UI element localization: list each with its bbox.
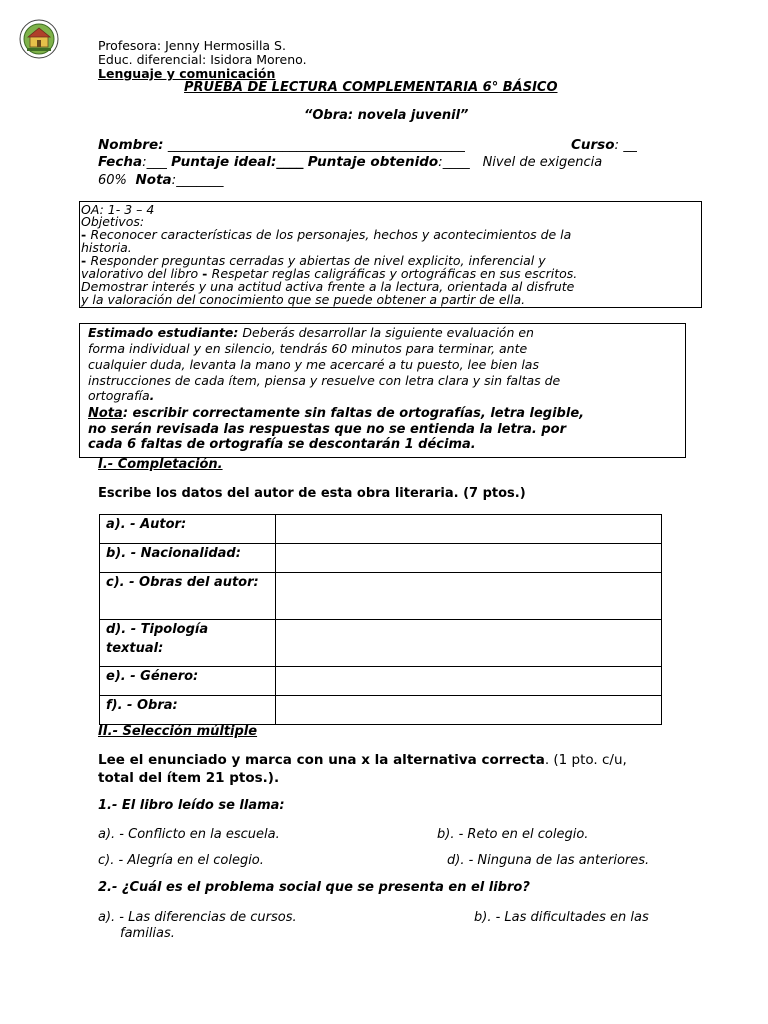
school-logo [19,19,59,59]
instructions-box [79,323,686,458]
question-2: 2.- ¿Cuál es el problema social que se presenta en el libro? [98,880,530,895]
answer-cell[interactable] [276,573,662,620]
section-2-instruction-cont: total del ítem 21 ptos.). [98,770,280,786]
greeting: Estimado estudiante: [88,325,239,340]
answer-cell[interactable] [276,620,662,667]
puntaje-ideal[interactable]: Puntaje ideal:____ [171,154,304,170]
nota-line-3: cada 6 faltas de ortografía se descontarán 1 décima. [88,437,476,452]
objective-2-cont: valorativo del libro - Respetar reglas caligráficas y ortográficas en sus escritos. [81,266,578,281]
table-row [100,696,662,725]
bullet-dash: - [81,227,91,242]
table-row [100,620,662,667]
curso-line[interactable]: : __ [614,137,637,153]
row-label: f). - Obra: [100,696,276,725]
section-2-instruction: Lee el enunciado y marca con una x la alternativa correcta. (1 pto. c/u, [98,752,627,768]
nota-row [98,172,223,188]
q2-option-a[interactable]: a). - Las diferencias de cursos. [98,910,297,925]
section-2-title: II.- Selección múltiple [98,724,258,739]
teacher-name: Profesora: Jenny Hermosilla S. [98,38,286,53]
row-label: d). - Tipología textual: [100,620,276,667]
objective-3-cont: y la valoración del conocimiento que se puede obtener a partir de ella. [81,292,526,307]
name-row [98,137,465,153]
table-row [100,573,662,620]
instructions-line-3: cualquier duda, levanta la mano y me acercaré a tu puesto, lee bien las [88,357,539,372]
oa-codes: OA: 1- 3 – 4 [81,202,155,217]
instructions-line-5: ortografía. [88,388,155,403]
answer-cell[interactable] [276,696,662,725]
objectives-box [79,201,702,308]
section-1-title: I.- Completación. [98,457,223,472]
row-label: a). - Autor: [100,515,276,544]
objectives-title: Objetivos: [81,214,145,229]
fecha-line[interactable]: :___ [142,154,167,170]
q1-option-b[interactable]: b). - Reto en el colegio. [437,827,589,842]
subject: Lenguaje y comunicación [98,66,276,81]
answer-cell[interactable] [276,544,662,573]
score-row [98,154,602,170]
answer-cell[interactable] [276,515,662,544]
row-label: e). - Género: [100,667,276,696]
author-table [99,514,662,725]
nombre-line[interactable]: ____________________________________________ [167,137,465,153]
diff-teacher-name: Educ. diferencial: Isidora Moreno. [98,52,307,67]
nota-label: Nota [88,406,123,421]
instructions-line-1: Estimado estudiante: Deberás desarrollar la siguiente evaluación en [88,325,534,340]
bullet-dash: - [81,253,91,268]
puntaje-obtenido-line[interactable]: :____ [438,154,470,170]
nivel-exigencia: Nivel de exigencia [482,155,603,170]
work-title: “Obra: novela juvenil” [304,108,469,123]
objective-1-cont: historia. [81,240,132,255]
q2-option-a-cont: familias. [120,926,175,941]
table-row [100,515,662,544]
row-label: b). - Nacionalidad: [100,544,276,573]
objective-2: - Responder preguntas cerradas y abiertas de nivel explicito, inferencial y [81,253,546,268]
instructions-line-2: forma individual y en silencio, tendrás 60 minutos para terminar, ante [88,341,528,356]
q2-option-b[interactable]: b). - Las dificultades en las [474,910,649,925]
fecha-label: Fecha [98,154,143,170]
nota-line[interactable]: :_______ [171,172,224,188]
puntaje-obtenido-label: Puntaje obtenido [307,154,439,170]
table-row [100,544,662,573]
test-title: PRUEBA DE LECTURA COMPLEMENTARIA 6° BÁSICO [184,80,558,95]
nombre-label: Nombre: [98,137,164,153]
nivel-pct: 60% [98,173,127,188]
row-label: c). - Obras del autor: [100,573,276,620]
q1-option-d[interactable]: d). - Ninguna de las anteriores. [447,853,650,868]
table-row [100,667,662,696]
q1-option-a[interactable]: a). - Conflicto en la escuela. [98,827,280,842]
nota-line-2: no serán revisada las respuestas que no se entienda la letra. por [88,422,566,437]
section-1-instruction: Escribe los datos del autor de esta obra literaria. (7 ptos.) [98,486,526,501]
nota-label: Nota [135,172,172,188]
answer-cell[interactable] [276,667,662,696]
instructions-line-4: instrucciones de cada ítem, piensa y resuelve con letra clara y sin faltas de [88,373,561,388]
curso-field [571,137,637,153]
objective-1: - Reconocer características de los personajes, hechos y acontecimientos de la [81,227,572,242]
curso-label: Curso [571,137,615,153]
q1-option-c[interactable]: c). - Alegría en el colegio. [98,853,264,868]
nota-line-1: Nota: escribir correctamente sin faltas de ortografías, letra legible, [88,406,585,421]
question-1: 1.- El libro leído se llama: [98,798,285,813]
objective-3: Demostrar interés y una actitud activa frente a la lectura, orientada al disfrute [81,279,575,294]
bullet-dash: - [202,266,212,281]
